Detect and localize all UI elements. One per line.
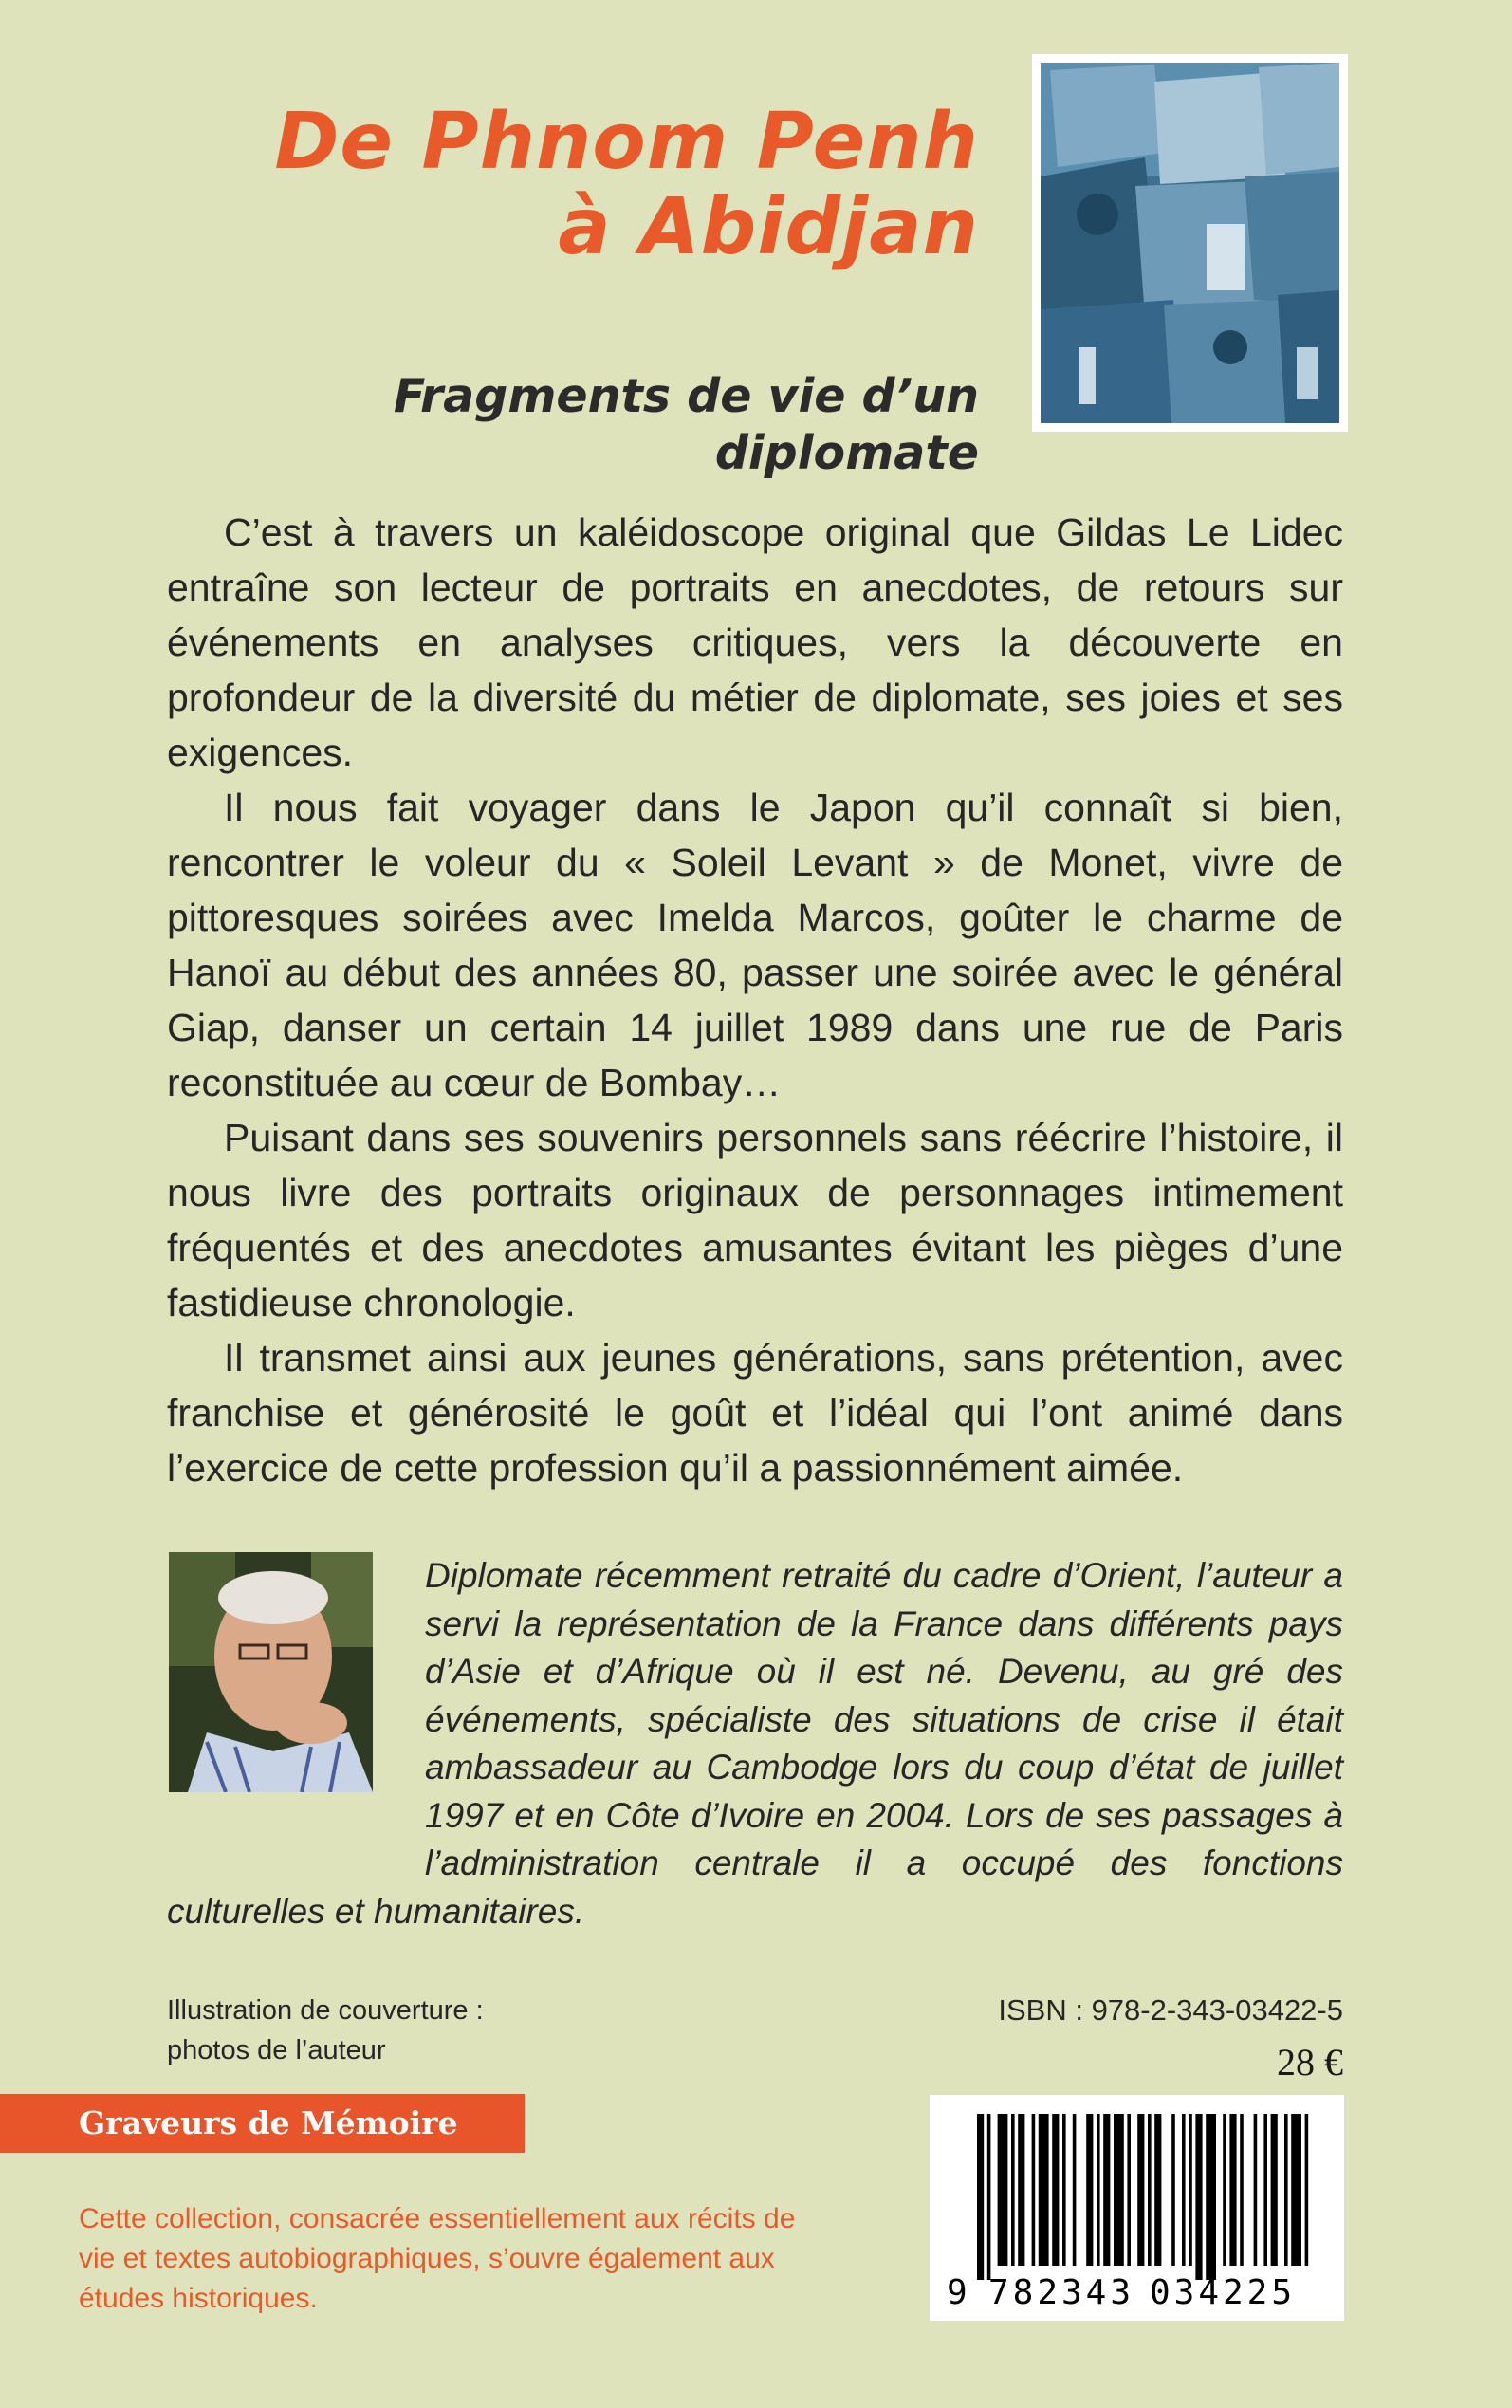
cover-illustration-credit bbox=[167, 1991, 594, 2070]
barcode-bar bbox=[1018, 2114, 1024, 2266]
barcode-bar bbox=[1062, 2114, 1066, 2266]
barcode-bar bbox=[1284, 2114, 1288, 2266]
barcode-first-digit: 9 bbox=[947, 2273, 968, 2312]
barcode-graphic bbox=[930, 2095, 1344, 2321]
barcode-bar bbox=[1195, 2114, 1202, 2280]
summary-paragraph: Puisant dans ses souvenirs personnels sans réécrire l’histoire, il nous livre des portraits originaux de personnages intimement fréquentés et des anecdotes amusantes évitant les pièges d’une fastidieuse chronologie. bbox=[167, 1116, 1343, 1324]
barcode-bar bbox=[1154, 2114, 1161, 2266]
barcode-bar bbox=[1229, 2114, 1236, 2266]
barcode-bar bbox=[1097, 2114, 1100, 2266]
barcode-bar bbox=[1305, 2114, 1309, 2266]
barcode-bar bbox=[1263, 2114, 1267, 2266]
barcode-bar bbox=[1137, 2114, 1144, 2266]
barcode-bar bbox=[1182, 2114, 1186, 2266]
portrait-spacer bbox=[167, 1552, 425, 1884]
barcode-digits-right: 034225 bbox=[1150, 2273, 1292, 2312]
barcode-bar bbox=[1032, 2114, 1036, 2266]
barcode-bars bbox=[977, 2114, 1308, 2280]
barcode-bar bbox=[1223, 2114, 1226, 2266]
barcode bbox=[930, 2095, 1344, 2321]
barcode-bar bbox=[1189, 2114, 1192, 2266]
credit-line-1: Illustration de couverture : bbox=[167, 1995, 484, 2026]
collection-name: Graveurs de Mémoire bbox=[79, 2104, 458, 2141]
barcode-bar bbox=[1127, 2114, 1131, 2266]
credit-line-2: photos de l’auteur bbox=[167, 2035, 386, 2065]
book-title-line-2: à Abidjan bbox=[558, 182, 979, 272]
summary-paragraph: Il nous fait voyager dans le Japon qu’il connaît si bien, rencontrer le voleur du « Soleil Levant » de Monet, vivre de pittoresques soirées avec Imelda Marcos, goûter le charme de Hanoï au début des années 80, passer une soirée avec le général Giap, danser un certain 14 juillet 1989 dans une rue de Paris reconstituée au cœur de Bombay… bbox=[167, 786, 1343, 1104]
isbn-number: ISBN : 978-2-343-03422-5 bbox=[998, 1993, 1343, 2027]
barcode-bar bbox=[1039, 2114, 1049, 2266]
barcode-bar bbox=[1052, 2114, 1059, 2266]
book-title bbox=[228, 97, 979, 272]
barcode-bar bbox=[1271, 2114, 1278, 2266]
barcode-bar bbox=[1103, 2114, 1110, 2266]
cover-photo-collage bbox=[1032, 54, 1348, 432]
author-biography bbox=[167, 1552, 1343, 1936]
barcode-bar bbox=[1240, 2114, 1244, 2266]
barcode-bar bbox=[1291, 2114, 1301, 2266]
barcode-bar bbox=[977, 2114, 984, 2280]
barcode-bar bbox=[1114, 2114, 1124, 2266]
barcode-bar bbox=[1206, 2114, 1216, 2280]
photo-collage-image bbox=[1041, 63, 1339, 423]
collection-description: Cette collection, consacrée essentiellement aux récits de vie et textes autobiographiques, s’ouvre également aux études historiques. bbox=[79, 2203, 796, 2314]
back-cover-summary bbox=[167, 505, 1343, 1495]
barcode-bar bbox=[987, 2114, 991, 2280]
barcode-bar bbox=[1011, 2114, 1015, 2266]
barcode-bar bbox=[1148, 2114, 1152, 2266]
barcode-bar bbox=[1171, 2114, 1175, 2266]
barcode-digits-left: 782343 bbox=[988, 2273, 1131, 2312]
book-subtitle: Fragments de vie d’un diplomate bbox=[393, 369, 979, 480]
book-price: 28 € bbox=[1277, 2041, 1343, 2084]
author-biography-text: Diplomate récemment retraité du cadre d’Orient, l’auteur a servi la représentation de la France dans différents pays d’Asie et d’Afrique où il est né. Devenu, au gré des événements, spécialiste des situations de crise il était ambassadeur au Cambodge lors du coup d’état de juillet 1997 et en Côte d’Ivoire en 2004. Lors de ses passages à l’administration centrale il a occupé des fonctions culturelles et humanitaires. bbox=[167, 1556, 1343, 1931]
barcode-bar bbox=[1254, 2114, 1258, 2266]
barcode-bar bbox=[1086, 2114, 1093, 2266]
collection-name-banner bbox=[0, 2094, 525, 2153]
summary-paragraph: C’est à travers un kaléidoscope original que Gildas Le Lidec entraîne son lecteur de portraits en anecdotes, de retours sur événements en analyses critiques, vers la découverte en profondeur de la diversité du métier de diplomate, ses joies et ses exigences. bbox=[167, 510, 1343, 774]
barcode-bar bbox=[1073, 2114, 1077, 2266]
book-title-line-1: De Phnom Penh bbox=[274, 97, 979, 187]
summary-paragraph: Il transmet ainsi aux jeunes générations, sans prétention, avec franchise et générosité le goût et l’idéal qui l’ont animé dans l’exercice de cette profession qu’il a passionnément aimée. bbox=[167, 1336, 1343, 1490]
barcode-bar bbox=[998, 2114, 1008, 2266]
